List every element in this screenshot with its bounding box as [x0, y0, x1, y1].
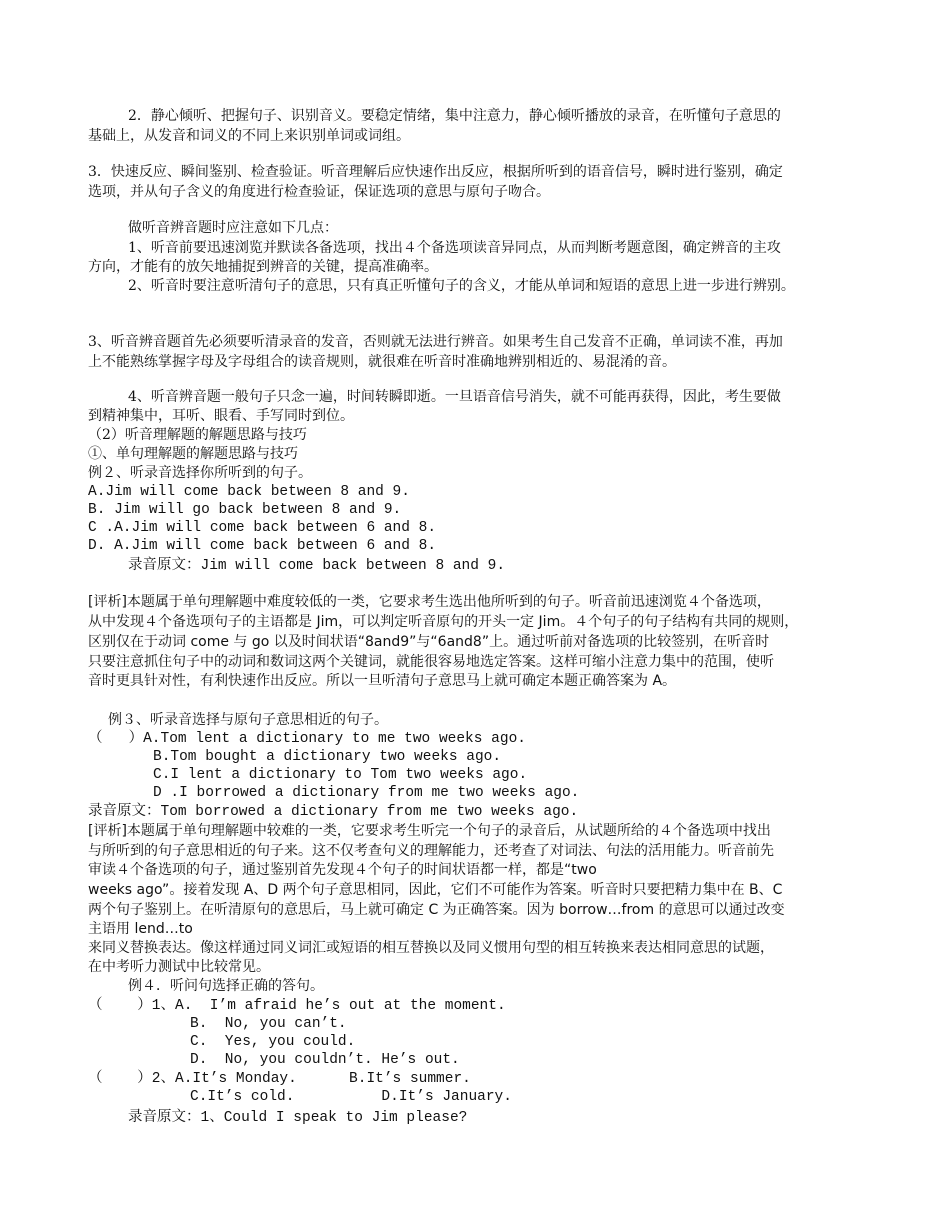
tip-1-line-1: 1、听音前要迅速浏览并默读各备选项，找出４个备选项读音异同点，从而判断考题意图，确定辨音的主攻	[128, 240, 781, 256]
example-4-transcript: 录音原文：1、Could I speak to Jim please?	[128, 1110, 468, 1126]
example-3-transcript: 录音原文：Tom borrowed a dictionary from me two weeks ago.	[88, 804, 579, 820]
example-3-analysis-line-8: 在中考听力测试中比较常见。	[88, 959, 270, 975]
example-4-title: 例４．听问句选择正确的答句。	[128, 978, 324, 994]
example-3-option-a: （ ）A.Tom lent a dictionary to me two weeks ago.	[88, 731, 526, 747]
example-3-analysis-line-2: 与所听到的句子意思相近的句子来。这不仅考查句义的理解能力，还考查了对词法、句法的活用能力。听音前先	[88, 843, 774, 859]
example-2-analysis-line-3: 区别仅在于动词 come 与 go 以及时间状语“8and9”与“6and8”上。通过听前对备选项的比较签别，在听音时	[88, 634, 770, 650]
example-4-question-2: （ ）2、A.It’s Monday. B.It’s summer.	[88, 1071, 471, 1087]
tips-heading: 做听音辨音题时应注意如下几点：	[128, 220, 338, 236]
tip-2: 2、听音时要注意听清句子的意思，只有真正听懂句子的含义，才能从单词和短语的意思上进一步进行辨别。	[128, 278, 795, 294]
example-3-analysis-line-3: 审读４个备选项的句子，通过鉴别首先发现４个句子的时间状语都一样，都是“two	[88, 862, 597, 878]
paragraph-2-line-1: 2．静心倾听、把握句子、识别音义。要稳定情绪，集中注意力，静心倾听播放的录音，在听懂句子意思的	[128, 108, 781, 124]
example-2-option-a: A.Jim will come back between 8 and 9.	[88, 484, 410, 500]
paragraph-2-line-2: 基础上，从发音和词义的不同上来识别单词或词组。	[88, 128, 410, 144]
example-2-title: 例２、听录音选择你所听到的句子。	[88, 465, 312, 481]
example-2-option-c: C .A.Jim will come back between 6 and 8.	[88, 520, 437, 536]
example-4-q1-option-d: D. No, you couldn’t. He’s out.	[190, 1052, 460, 1068]
example-3-option-c: C.I lent a dictionary to Tom two weeks ago.	[153, 767, 528, 783]
tip-3-line-1: 3、听音辨音题首先必须要听清录音的发音，否则就无法进行辨音。如果考生自己发音不正确，单词读不准，再加	[88, 334, 783, 350]
example-3-analysis-line-4: weeks ago”。接着发现 A、D 两个句子意思相同，因此，它们不可能作为答案。听音时只要把精力集中在 B、C	[88, 882, 783, 898]
paragraph-3-line-1: 3．快速反应、瞬间鉴别、检查验证。听音理解后应快速作出反应，根据所听到的语音信号，瞬时进行鉴别，确定	[88, 164, 783, 180]
subsection-heading: ①、单句理解题的解题思路与技巧	[88, 446, 298, 462]
tip-4-line-1: 4、听音辨音题一般句子只念一遍，时间转瞬即逝。一旦语音信号消失，就不可能再获得，因此，考生要做	[128, 389, 781, 405]
example-3-analysis-line-1: [评析]本题属于单句理解题中较难的一类，它要求考生听完一个句子的录音后，从试题所给的４个备选项中找出	[88, 823, 771, 839]
example-2-analysis-line-4: 只要注意抓住句子中的动词和数词这两个关键词，就能很容易地选定答案。这样可缩小注意力集中的范围，使听	[88, 654, 774, 670]
tip-1-line-2: 方向，才能有的放矢地捕捉到辨音的关键，提高准确率。	[88, 259, 438, 275]
example-4-q1-option-c: C. Yes, you could.	[190, 1034, 356, 1050]
example-2-option-d: D. A.Jim will come back between 6 and 8.	[88, 538, 437, 554]
tip-4-line-2: 到精神集中，耳听、眼看、手写同时到位。	[88, 408, 354, 424]
example-3-analysis-line-7: 来同义替换表达。像这样通过同义词汇或短语的相互替换以及同义惯用句型的相互转换来表达相同意思的试题，	[88, 940, 774, 956]
example-3-analysis-line-6: 主语用 lend…to	[88, 921, 193, 937]
tip-3-line-2: 上不能熟练掌握字母及字母组合的读音规则，就很难在听音时准确地辨别相近的、易混淆的音。	[88, 354, 676, 370]
paragraph-3-line-2: 选项，并从句子含义的角度进行检查验证，保证选项的意思与原句子吻合。	[88, 184, 550, 200]
example-2-option-b: B. Jim will go back between 8 and 9.	[88, 502, 402, 518]
example-4-question-1: （ ）1、A. I’m afraid he’s out at the moment.	[88, 998, 506, 1014]
section-heading: （2）听音理解题的解题思路与技巧	[88, 427, 307, 443]
example-2-analysis-line-1: [评析]本题属于单句理解题中难度较低的一类，它要求考生选出他所听到的句子。听音前迅速浏览４个备选项，	[88, 594, 771, 610]
example-4-q2-options: C.It’s cold. D.It’s January.	[190, 1089, 512, 1105]
example-2-transcript: 录音原文：Jim will come back between 8 and 9.	[128, 558, 506, 574]
example-3-option-b: B.Tom bought a dictionary two weeks ago.	[153, 749, 502, 765]
example-4-q1-option-b: B. No, you can’t.	[190, 1016, 347, 1032]
example-3-analysis-line-5: 两个句子鉴别上。在听清原句的意思后，马上就可确定 C 为正确答案。因为 borrow…from 的意思可以通过改变	[88, 902, 785, 918]
example-3-title: 例３、听录音选择与原句子意思相近的句子。	[108, 712, 388, 728]
example-2-analysis-line-5: 音时更具针对性，有利快速作出反应。所以一旦听清句子意思马上就可确定本题正确答案为 A。	[88, 673, 677, 689]
example-3-option-d: D .I borrowed a dictionary from me two weeks ago.	[153, 785, 580, 801]
example-2-analysis-line-2: 从中发现４个备选项句子的主语都是 Jim，可以判定听音原句的开头一定 Jim。４个句子的句子结构有共同的规则，	[88, 614, 799, 630]
